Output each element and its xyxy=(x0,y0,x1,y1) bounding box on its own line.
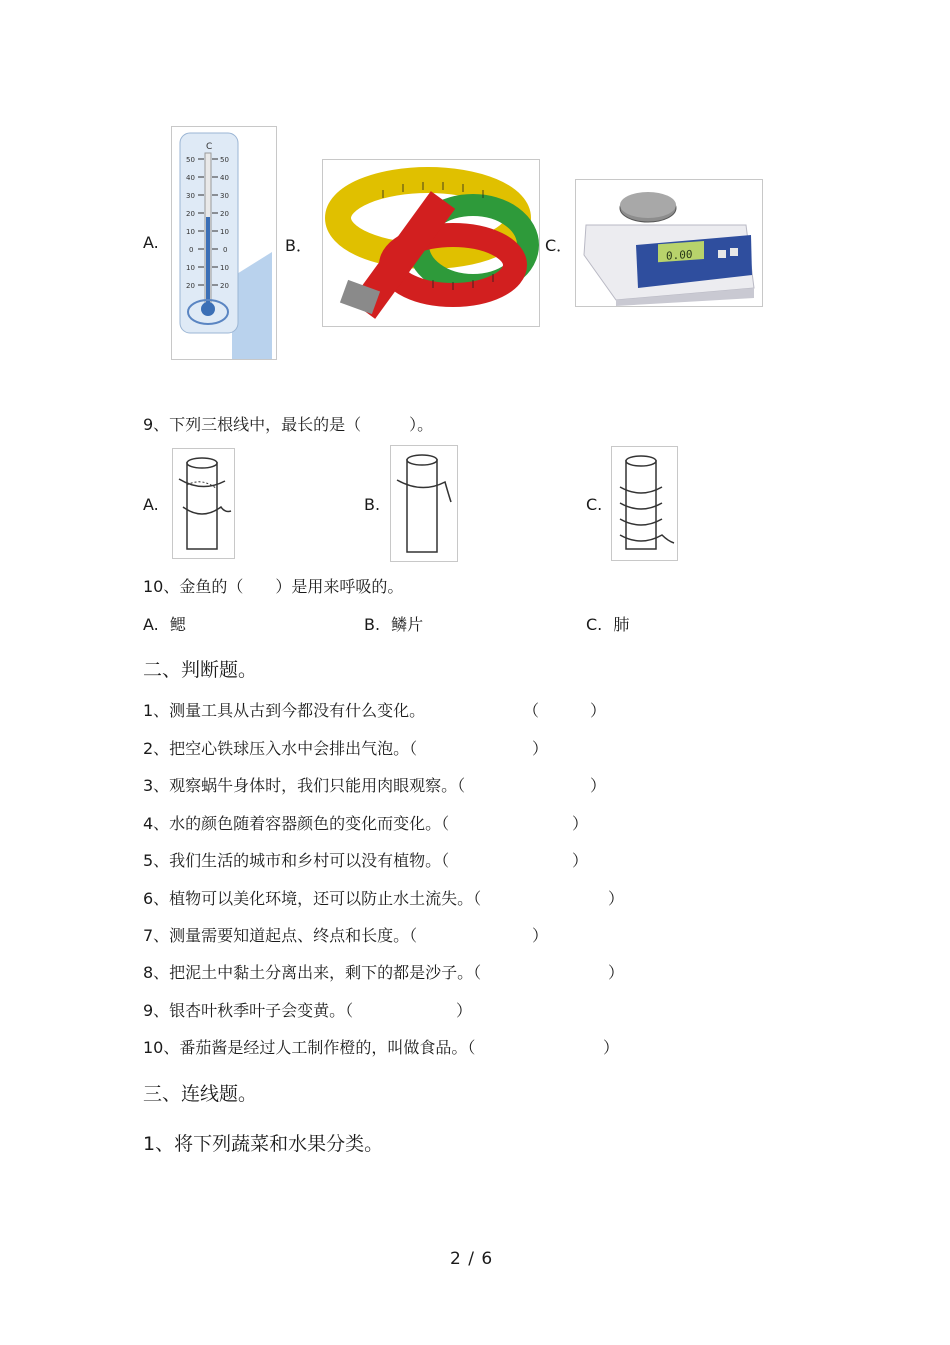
judge-item-5-close: ） xyxy=(572,851,589,870)
section2-title: 二、判断题。 xyxy=(143,659,258,681)
thermo-right-1: 40 xyxy=(220,174,229,182)
q9-option-b-letter: B. xyxy=(364,495,381,514)
q10-option-b-letter: B. xyxy=(364,615,381,634)
cylinder-b-svg xyxy=(391,446,457,561)
judge-item-1-close: ） xyxy=(590,701,607,720)
judge-item-5-text: 5、我们生活的城市和乡村可以没有植物。（ xyxy=(143,851,450,870)
q9-option-a-letter: A. xyxy=(143,495,159,514)
judge-item-2-close: ） xyxy=(532,739,549,758)
judge-item-4-close: ） xyxy=(572,814,589,833)
judge-item-7-text: 7、测量需要知道起点、终点和长度。（ xyxy=(143,926,418,945)
q10-text: 10、金鱼的（ ）是用来呼吸的。 xyxy=(143,577,404,596)
electronic-scale-svg xyxy=(576,180,762,306)
thermo-right-4: 10 xyxy=(220,228,229,236)
thermo-left-1: 40 xyxy=(186,174,195,182)
judge-item-8-text: 8、把泥土中黏土分离出来，剩下的都是沙子。（ xyxy=(143,963,482,982)
q10-option-b xyxy=(364,612,423,635)
judge-item-4-text: 4、水的颜色随着容器颜色的变化而变化。（ xyxy=(143,814,450,833)
thermo-left-7: 20 xyxy=(186,282,195,290)
thermo-left-3: 20 xyxy=(186,210,195,218)
judge-item-10-text: 10、番茄酱是经过人工制作橙的，叫做食品。（ xyxy=(143,1038,476,1057)
q9-text: 9、下列三根线中，最长的是（ ）。 xyxy=(143,415,434,434)
electronic-scale-image xyxy=(575,179,763,307)
judge-item-3-close: ） xyxy=(590,776,607,795)
q10-option-c xyxy=(586,612,629,635)
cylinder-c-svg xyxy=(612,447,677,560)
cylinder-b-image xyxy=(390,445,458,562)
section3-title: 三、连线题。 xyxy=(143,1083,258,1105)
thermo-right-2: 30 xyxy=(220,192,229,200)
judge-item-6-text: 6、植物可以美化环境，还可以防止水土流失。（ xyxy=(143,889,482,908)
judge-item-1 xyxy=(143,698,425,721)
judge-item-9-text: 9、银杏叶秋季叶子会变黄。（ xyxy=(143,1001,354,1020)
q10-option-a-label: 鳃 xyxy=(169,615,186,634)
thermo-right-7: 20 xyxy=(220,282,229,290)
thermo-left-5: 0 xyxy=(189,246,194,254)
thermometer-image xyxy=(171,126,277,360)
judge-item-3-text: 3、观察蜗牛身体时，我们只能用肉眼观察。（ xyxy=(143,776,466,795)
q10-option-c-letter: C. xyxy=(586,615,603,634)
judge-item-1-text: 1、测量工具从古到今都没有什么变化。 xyxy=(143,701,426,720)
q10-option-b-label: 鳞片 xyxy=(391,615,424,634)
thermo-left-6: 10 xyxy=(186,264,195,272)
thermo-right-6: 10 xyxy=(220,264,229,272)
thermo-left-4: 10 xyxy=(186,228,195,236)
judge-item-2-text: 2、把空心铁球压入水中会排出气泡。（ xyxy=(143,739,418,758)
scale-readout: 0.00 xyxy=(666,247,693,263)
cylinder-a-image xyxy=(172,448,235,559)
tape-measure-image xyxy=(322,159,540,327)
section3-q1: 1、将下列蔬菜和水果分类。 xyxy=(143,1133,384,1155)
judge-item-8-close: ） xyxy=(608,963,625,982)
thermo-right-0: 50 xyxy=(220,156,229,164)
judge-item-9-close: ） xyxy=(456,1001,473,1020)
q10-option-a-letter: A. xyxy=(143,615,159,634)
q10-option-a xyxy=(143,612,186,635)
thermometer-unit: C xyxy=(206,142,213,152)
judge-item-7-close: ） xyxy=(532,926,549,945)
q8-option-b-letter: B． xyxy=(285,236,312,255)
q9-option-c-letter: C. xyxy=(586,495,603,514)
thermo-left-0: 50 xyxy=(186,156,195,164)
thermo-left-2: 30 xyxy=(186,192,195,200)
thermo-right-5: 0 xyxy=(223,246,228,254)
q8-option-a-letter: A. xyxy=(143,233,159,252)
tape-measure-svg xyxy=(323,160,539,326)
page-number: 2 / 6 xyxy=(450,1249,494,1269)
judge-item-10-close: ） xyxy=(603,1038,620,1057)
q10-option-c-label: 肺 xyxy=(613,615,630,634)
cylinder-c-image xyxy=(611,446,678,561)
q8-option-c-letter: C． xyxy=(545,236,573,255)
thermometer-svg xyxy=(172,127,276,359)
cylinder-a-svg xyxy=(173,449,234,558)
judge-item-1-open: （ xyxy=(523,701,540,720)
judge-item-6-close: ） xyxy=(608,889,625,908)
thermo-right-3: 20 xyxy=(220,210,229,218)
